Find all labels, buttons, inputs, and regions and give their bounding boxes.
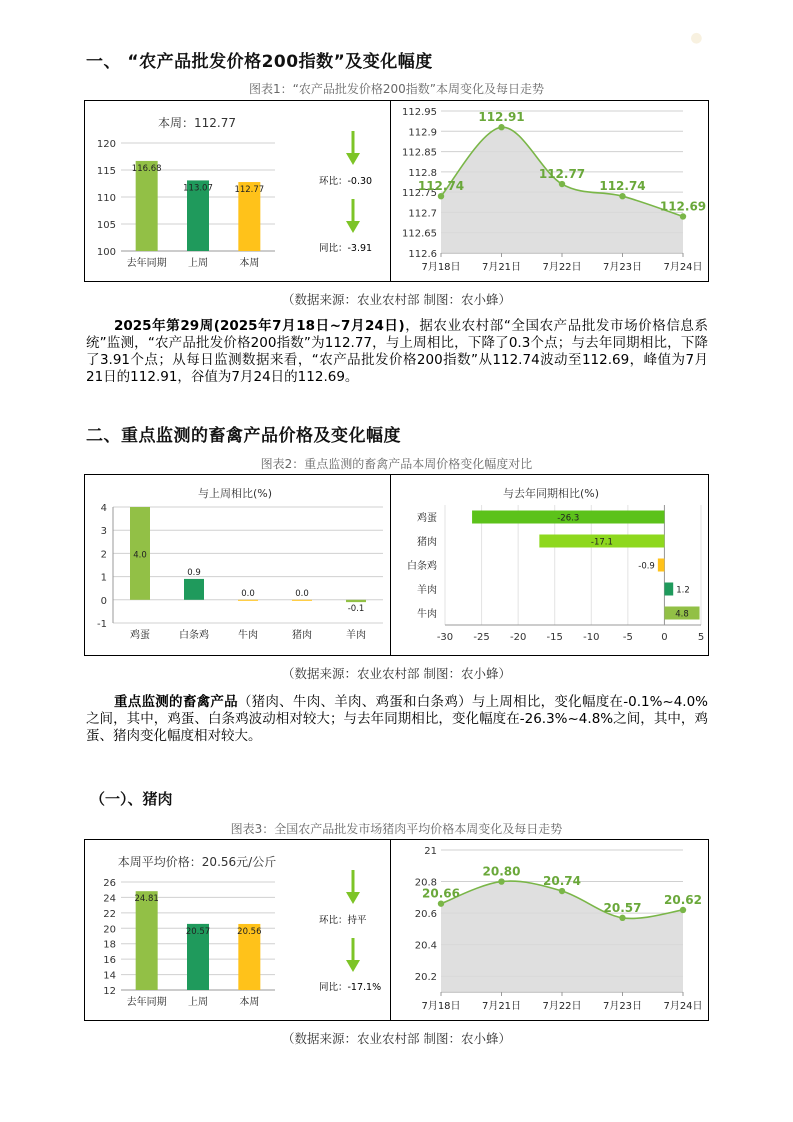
y-tick-label: 112.9	[408, 127, 437, 139]
y-tick-label: 猪肉	[417, 537, 437, 548]
bar	[292, 600, 312, 601]
y-tick-label: 112.75	[402, 188, 437, 200]
bar	[658, 559, 665, 572]
paragraph-bold: 重点监测的畜禽产品	[114, 694, 238, 710]
y-tick-label: 112.95	[402, 107, 437, 118]
y-tick-label: 羊肉	[417, 585, 437, 596]
x-tick-label: -20	[509, 632, 527, 643]
data-source: （数据来源：农业农村部 制图：农小蜂）	[282, 292, 511, 307]
x-tick-label: -5	[622, 632, 633, 643]
watermark: ●	[686, 28, 707, 48]
bar-chart-index	[85, 101, 390, 281]
down-arrow-icon-head	[346, 892, 360, 904]
down-arrow-icon-head	[346, 221, 360, 233]
y-tick-label: 112.8	[408, 167, 437, 179]
x-tick-label: 7月24日	[663, 262, 703, 273]
y-tick-label: 牛肉	[417, 609, 437, 620]
data-label: 112.74	[599, 179, 646, 194]
x-tick-label: 白条鸡	[179, 630, 209, 641]
x-tick-label: 7月24日	[663, 1001, 703, 1012]
bar-value-label: 24.81	[134, 894, 159, 905]
y-tick-label: 2	[100, 549, 107, 561]
data-label: 20.80	[482, 864, 521, 879]
y-tick-label: 20.6	[414, 909, 437, 921]
x-tick-label: 7月22日	[542, 1001, 582, 1012]
y-tick-label: 100	[96, 247, 116, 258]
data-label: 112.74	[417, 179, 465, 194]
bar-value-label: -0.1	[347, 604, 365, 615]
bar-chart-week-change	[85, 475, 390, 655]
bar	[184, 579, 204, 600]
paragraph-bold: 2025年第29周(2025年7月18日~7月24日)	[114, 318, 405, 334]
bar-value-label: -17.1	[590, 537, 613, 548]
data-label: 112.77	[538, 167, 586, 182]
y-tick-label: -1	[97, 619, 107, 630]
chart-title: 本周：112.77	[158, 116, 236, 130]
bar-value-label: 116.68	[131, 163, 162, 174]
paragraph-text: ，据农业农村部“全国农产品批发市场价格信息系统”监测，“农产品批发价格200指数”为112.77，与上周相比，下降了0.3个点；与去年同期相比，下降了3.91个点；从每日监测数据来看，“农产品批发价格200指数”从112.74波动至112.69，峰值为7月21日的112.91，谷值为7月24日的112.69。	[86, 318, 708, 385]
chart-panel-index-line	[390, 100, 709, 282]
data-label: 20.66	[422, 886, 460, 901]
data-point	[619, 193, 625, 199]
y-tick-label: 22	[103, 908, 116, 920]
change-label: 环比：-0.30	[319, 176, 373, 187]
bar	[136, 891, 158, 990]
chart-panel-pork-line	[390, 839, 709, 1021]
chart-panel-pork-bar	[84, 839, 391, 1021]
y-tick-label: 16	[103, 955, 116, 967]
down-arrow-icon-head	[346, 153, 360, 165]
y-tick-label: 120	[96, 139, 116, 150]
bar-value-label: 4.8	[675, 609, 689, 620]
chart-panel-index-bar	[84, 100, 391, 282]
y-tick-label: 0	[100, 595, 107, 607]
data-point	[559, 888, 565, 894]
y-tick-label: 白条鸡	[407, 561, 437, 572]
x-tick-label: -10	[583, 632, 600, 643]
data-source: （数据来源：农业农村部 制图：农小蜂）	[282, 1031, 511, 1046]
chart-title: 与去年同期相比(%)	[502, 487, 600, 500]
bar-value-label: 113.07	[183, 183, 213, 194]
y-tick-label: 112.65	[402, 228, 437, 240]
y-tick-label: 4	[100, 503, 107, 514]
line-chart-pork	[391, 840, 708, 1020]
down-arrow-icon-head	[346, 960, 360, 972]
y-tick-label: 115	[96, 166, 116, 177]
data-source: （数据来源：农业农村部 制图：农小蜂）	[282, 666, 511, 681]
bar	[238, 600, 258, 601]
y-tick-label: 21	[424, 846, 437, 857]
y-tick-label: 3	[100, 526, 107, 538]
y-tick-label: 105	[96, 220, 116, 231]
x-tick-label: -25	[473, 632, 490, 643]
x-tick-label: 5	[697, 632, 705, 643]
x-tick-label: 7月21日	[481, 262, 522, 273]
line-chart-index	[391, 101, 708, 281]
bar-value-label: 0.0	[241, 588, 255, 599]
x-tick-label: 本周	[239, 997, 260, 1008]
data-point	[438, 900, 444, 906]
x-tick-label: 猪肉	[292, 630, 312, 641]
y-tick-label: 24	[103, 893, 116, 905]
bar-value-label: 4.0	[133, 550, 147, 561]
x-tick-label: 牛肉	[238, 630, 258, 641]
data-point	[498, 124, 504, 130]
section-heading: 一、 “农产品批发价格200指数”及变化幅度	[86, 52, 433, 72]
x-tick-label: 7月23日	[602, 1001, 643, 1012]
y-tick-label: 20	[103, 924, 116, 936]
bar-value-label: -0.9	[638, 561, 655, 572]
paragraph-text: （猪肉、牛肉、羊肉、鸡蛋和白条鸡）与上周相比，变化幅度在-0.1%~4.0%之间，其中，鸡蛋、白条鸡波动相对较大；与去年同期相比，变化幅度在-26.3%~4.8%之间，其中，鸡蛋、猪肉变化幅度相对较大。	[86, 694, 709, 744]
change-label: 同比：-3.91	[319, 243, 373, 254]
bar-chart-pork	[85, 840, 390, 1020]
bar	[136, 161, 158, 251]
y-tick-label: 112.7	[408, 208, 437, 220]
y-tick-label: 110	[96, 193, 116, 204]
bar-value-label: 20.57	[185, 926, 211, 937]
change-label: 同比：-17.1%	[319, 982, 382, 993]
bar-value-label: 20.56	[237, 926, 262, 937]
chart-panel-yoy	[390, 474, 709, 656]
data-point	[619, 915, 625, 921]
data-point	[559, 181, 565, 187]
data-label: 112.91	[478, 110, 525, 125]
data-point	[680, 907, 686, 913]
x-tick-label: 0	[661, 632, 668, 643]
y-tick-label: 12	[103, 986, 116, 997]
chart-caption: 图表3：全国农产品批发市场猪肉平均价格本周变化及每日走势	[230, 822, 563, 836]
data-label: 20.57	[603, 900, 642, 915]
x-tick-label: 7月21日	[481, 1001, 522, 1012]
bar	[346, 600, 366, 602]
paragraph-livestock	[86, 694, 708, 745]
chart-panel-wow	[84, 474, 391, 656]
x-tick-label: -30	[436, 632, 454, 643]
y-tick-label: 20.2	[414, 972, 437, 984]
x-tick-label: 本周	[239, 258, 260, 269]
x-tick-label: 上周	[188, 997, 208, 1008]
x-tick-label: 7月18日	[421, 1001, 461, 1012]
x-tick-label: 7月23日	[602, 262, 643, 273]
chart-title: 与上周相比(%)	[197, 487, 273, 500]
chart-caption: 图表2：重点监测的畜禽产品本周价格变化幅度对比	[260, 457, 533, 471]
chart-title: 本周平均价格：20.56元/公斤	[117, 855, 277, 869]
sub-heading: （一）、猪肉	[90, 790, 173, 808]
x-tick-label: 去年同期	[126, 258, 167, 269]
x-tick-label: 上周	[188, 258, 208, 269]
bar-value-label: 112.77	[234, 185, 265, 196]
x-tick-label: -15	[546, 632, 563, 643]
area-fill	[441, 881, 683, 992]
data-label: 20.62	[664, 892, 702, 907]
bar-value-label: -26.3	[557, 513, 580, 524]
bar-chart-year-change	[391, 475, 708, 655]
bar-value-label: 0.0	[295, 588, 309, 599]
y-tick-label: 112.85	[402, 147, 437, 159]
bar-value-label: 0.9	[187, 567, 201, 578]
chart-caption: 图表1：“农产品批发价格200指数”本周变化及每日走势	[249, 82, 544, 96]
x-tick-label: 鸡蛋	[130, 630, 150, 641]
data-point	[680, 213, 686, 219]
section-heading: 二、重点监测的畜禽产品价格及变化幅度	[86, 426, 401, 446]
y-tick-label: 26	[103, 878, 116, 889]
x-tick-label: 7月22日	[542, 262, 582, 273]
paragraph-index	[86, 318, 708, 386]
y-tick-label: 20.8	[414, 877, 437, 889]
x-tick-label: 去年同期	[126, 997, 167, 1008]
data-point	[438, 193, 444, 199]
y-tick-label: 1	[100, 572, 107, 584]
bar	[664, 583, 673, 596]
data-label: 112.69	[659, 199, 707, 214]
y-tick-label: 18	[103, 939, 116, 951]
x-tick-label: 羊肉	[346, 630, 366, 641]
data-point	[498, 878, 504, 884]
y-tick-label: 20.4	[414, 940, 437, 952]
y-tick-label: 14	[103, 970, 116, 982]
y-tick-label: 鸡蛋	[417, 513, 437, 524]
change-label: 环比：持平	[319, 915, 367, 926]
x-tick-label: 7月18日	[421, 262, 461, 273]
data-label: 20.74	[543, 874, 581, 889]
bar-value-label: 1.2	[676, 585, 690, 596]
y-tick-label: 112.6	[408, 249, 437, 260]
